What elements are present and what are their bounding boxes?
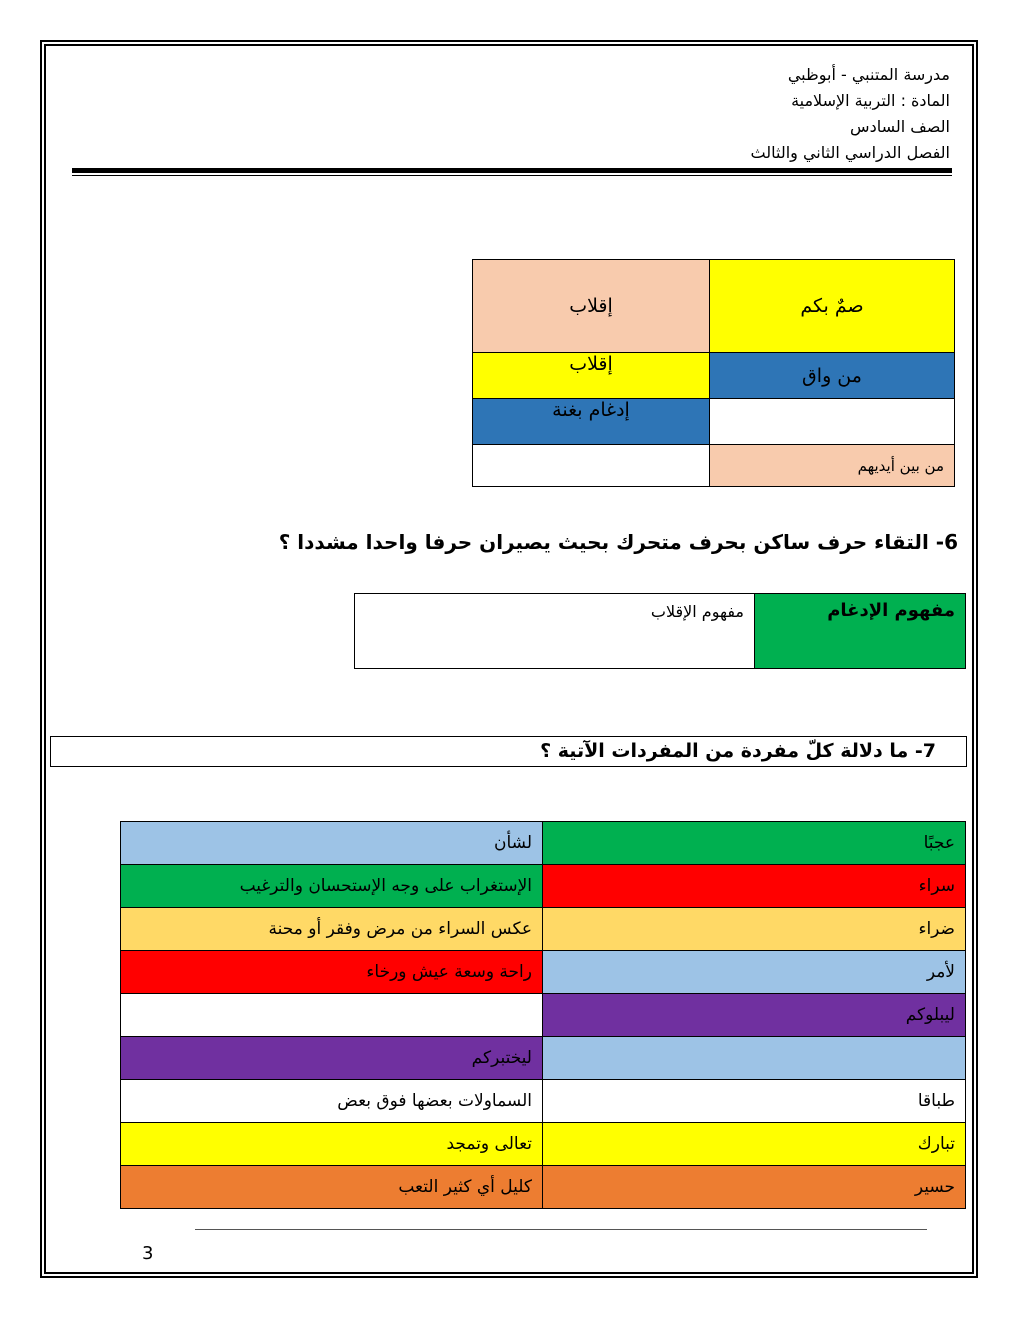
table1-cell-r1-right: من واق [710, 353, 955, 399]
vocab-meaning: الإستغراب على وجه الإستحسان والترغيب [121, 865, 543, 908]
table-row [121, 994, 966, 1037]
table-row [121, 1123, 966, 1166]
vocab-word: سراء [543, 865, 966, 908]
table-row [121, 865, 966, 908]
vocab-word: حسير [543, 1166, 966, 1209]
vocab-word [543, 1037, 966, 1080]
question-7-box [50, 736, 967, 767]
table-row [121, 1080, 966, 1123]
subject-line: المادة : التربية الإسلامية [791, 91, 950, 110]
table-row [121, 822, 966, 865]
vocab-word: عجبًا [543, 822, 966, 865]
vocab-meaning: السماولات بعضها فوق بعض [121, 1080, 543, 1123]
grade-line: الصف السادس [850, 117, 950, 136]
concept-table [354, 593, 966, 669]
table-row [473, 445, 955, 487]
concept-iqlab: مفهوم الإقلاب [355, 594, 755, 669]
vocab-meaning [121, 994, 543, 1037]
vocab-word: طباقا [543, 1080, 966, 1123]
vocab-meaning: عكس السراء من مرض وفقر أو محنة [121, 908, 543, 951]
header-divider [72, 168, 952, 173]
table-row [121, 951, 966, 994]
vocabulary-table [120, 821, 966, 1209]
table1-cell-r0-right: صمٌ بكم [710, 260, 955, 353]
footer-divider [195, 1229, 927, 1230]
vocab-meaning: تعالى وتمجد [121, 1123, 543, 1166]
table1-cell-r2-left: إدغام بغنة [473, 399, 710, 445]
table-row [473, 399, 955, 445]
term-line: الفصل الدراسي الثاني والثالث [750, 143, 950, 162]
vocab-meaning: لشأن [121, 822, 543, 865]
concept-idgham: مفهوم الإدغام [755, 594, 966, 669]
table-row [473, 260, 955, 353]
page-number: 3 [142, 1243, 154, 1264]
vocab-meaning: كليل أي كثير التعب [121, 1166, 543, 1209]
header-divider-thin [72, 175, 952, 176]
vocab-word: ضراء [543, 908, 966, 951]
vocab-meaning: ليختبركم [121, 1037, 543, 1080]
table1-cell-r3-left [473, 445, 710, 487]
school-name: مدرسة المتنبي - أبوظبي [787, 65, 950, 84]
question-6: 6- التقاء حرف ساكن بحرف متحرك بحيث يصيران حرفا واحدا مشددا ؟ [278, 530, 958, 554]
table-row [355, 594, 966, 669]
table-row [473, 353, 955, 399]
table-row [121, 1037, 966, 1080]
table1-cell-r1-left: إقلاب [473, 353, 710, 399]
vocab-meaning: راحة وسعة عيش ورخاء [121, 951, 543, 994]
table1-cell-r3-right: من بين أيديهم [710, 445, 955, 487]
table1-cell-r0-left: إقلاب [473, 260, 710, 353]
table-row [121, 1166, 966, 1209]
table-row [121, 908, 966, 951]
tajweed-table [472, 259, 955, 487]
document-header [751, 62, 950, 166]
vocab-word: ليبلوكم [543, 994, 966, 1037]
vocab-word: تبارك [543, 1123, 966, 1166]
question-7: 7- ما دلالة كلّ مفردة من المفردات الآتية ؟ [540, 740, 936, 762]
table1-cell-r2-right [710, 399, 955, 445]
vocab-word: لأمر [543, 951, 966, 994]
